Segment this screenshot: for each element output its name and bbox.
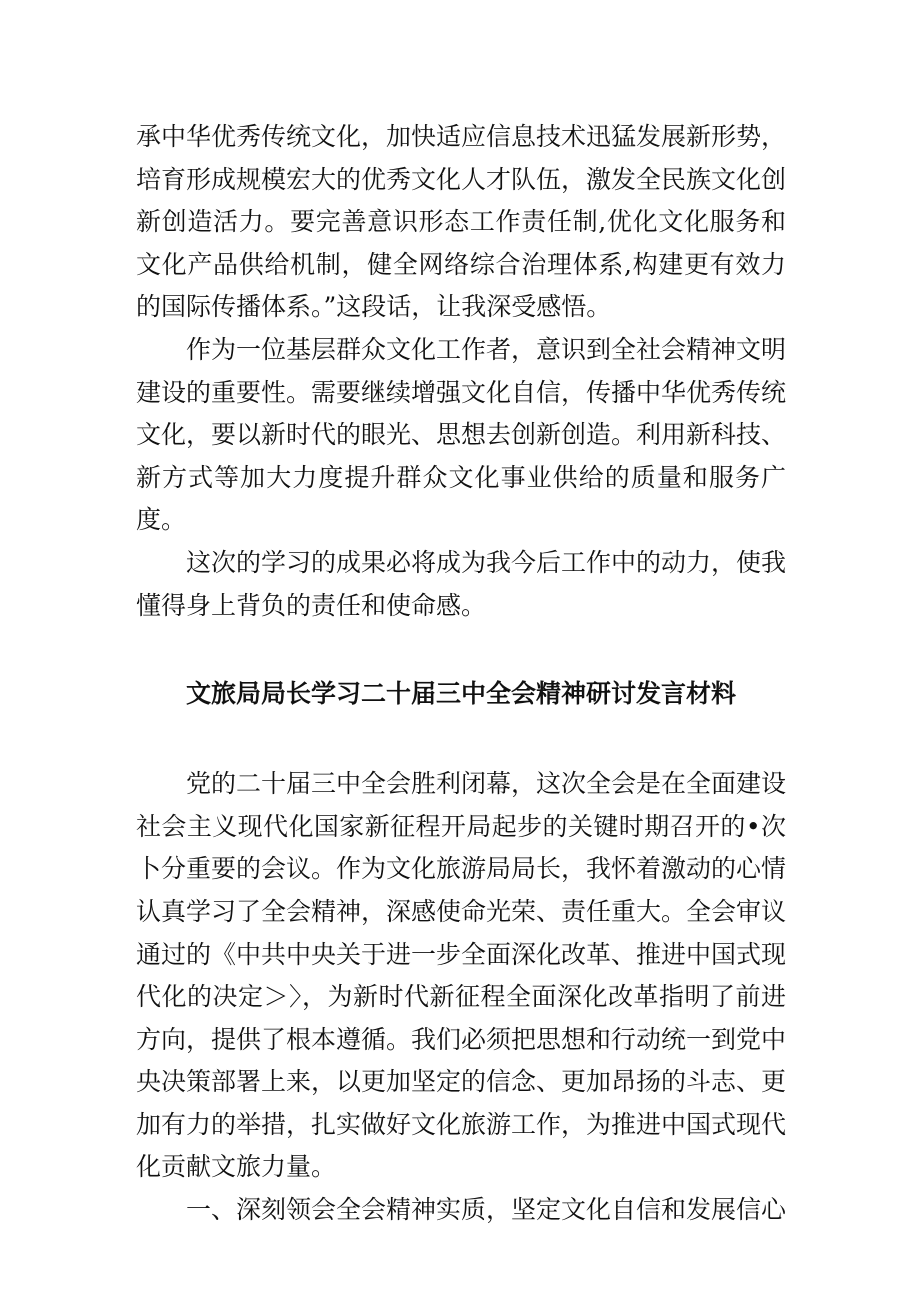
paragraph-plenum-intro: 党的二十届三中全会胜利闭幕，这次全会是在全面建设社会主义现代化国家新征程开局起步的关键时期召开的•次卜分重要的会议。作为文化旅游局局长，我怀着激动的心情认真学习了全会精神，深感使命光荣、责任重大。全会审议通过的《中共中央关于进一步全面深化改革、推进中国式现代化的决定＞〉，为新时代新征程全面深化改革指明了前进方向，提供了根本遵循。我们必须把思想和行动统一到党中央决策部署上来，以更加坚定的信念、更加昂扬的斗志、更加有力的举措，扎实做好文化旅游工作，为推进中国式现代化贡献文旅力量。 [136,769,787,1182]
paragraph-grassroots-culture: 作为一位基层群众文化工作者，意识到全社会精神文明建设的重要性。需要继续增强文化自信，传播中华优秀传统文化，要以新时代的眼光、思想去创新创造。利用新科技、新方式等加大力度提升群众文化事业供给的质量和服务广度。 [136,334,787,535]
paragraph-learning-outcome: 这次的学习的成果必将成为我今后工作中的动力，使我懂得身上背负的责任和使命感。 [136,547,787,620]
document-body [136,116,786,1232]
section-title: 文旅局局长学习二十届三中全会精神研讨发言材料 [185,679,736,709]
paragraph-continuation: 承中华优秀传统文化，加快适应信息技术迅猛发展新形势，培育形成规模宏大的优秀文化人才队伍，激发全民族文化创新创造活力。要完善意识形态工作责任制,优化文化服务和文化产品供给机制，健全网络综合治理体系,构建更有效力的国际传播体系。”这段话，让我深受感悟。 [136,122,787,322]
heading-section-one: 一、深刻领会全会精神实质，坚定文化自信和发展信心 [186,1195,787,1225]
